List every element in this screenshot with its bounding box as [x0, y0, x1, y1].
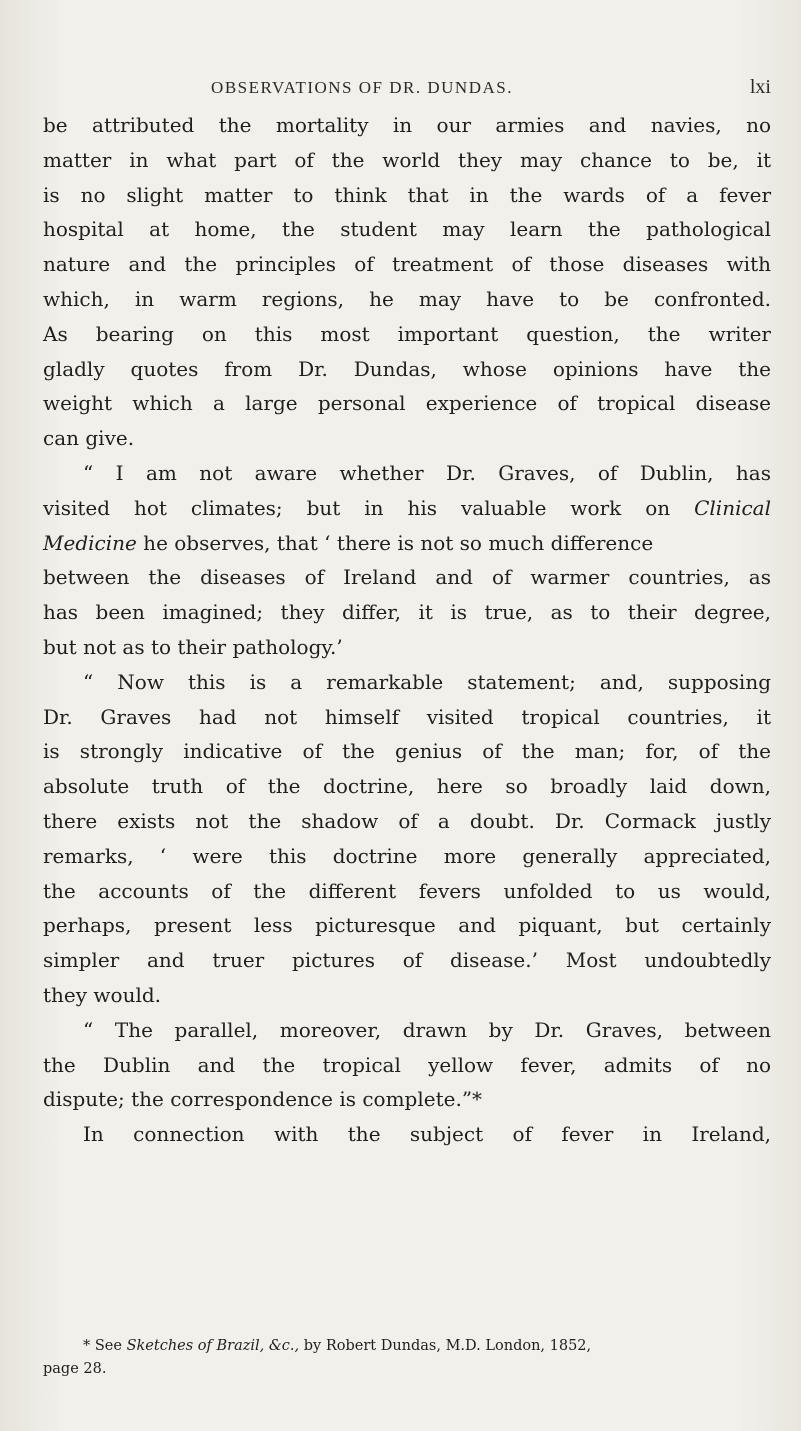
- text-span: he observes, that ‘ there is not so much difference: [136, 530, 654, 555]
- text-line: remarks, ‘ were this doctrine more generally appreciated,: [43, 843, 771, 868]
- footnote-text: by Robert Dundas, M.D. London, 1852,: [299, 1338, 592, 1354]
- running-head: OBSERVATIONS OF DR. DUNDAS.: [211, 78, 513, 97]
- text-line: matter in what part of the world they may chance to be, it: [43, 147, 771, 172]
- text-line: Dr. Graves had not himself visited tropical countries, it: [43, 704, 771, 729]
- text-line: has been imagined; they differ, it is true, as to their degree,: [43, 600, 771, 625]
- text-line: absolute truth of the doctrine, here so broadly laid down,: [43, 774, 771, 799]
- footnote-marker: * See: [83, 1338, 127, 1354]
- text-line: gladly quotes from Dr. Dundas, whose opinions have the: [43, 356, 771, 381]
- text-line: “ Now this is a remarkable statement; and, supposing: [83, 669, 771, 694]
- body-text: [43, 108, 771, 1152]
- text-line: As bearing on this most important question, the writer: [43, 321, 771, 346]
- text-line: between the diseases of Ireland and of warmer countries, as: [43, 565, 771, 590]
- text-line: In connection with the subject of fever in Ireland,: [83, 1122, 771, 1147]
- text-line: “ I am not aware whether Dr. Graves, of Dublin, has: [83, 460, 771, 485]
- page-number: lxi: [749, 76, 771, 98]
- text-line: they would.: [43, 982, 162, 1007]
- text-line: perhaps, present less picturesque and piquant, but certainly: [43, 913, 771, 938]
- footnote-title: Sketches of Brazil, &c.,: [126, 1338, 300, 1354]
- text-line: “ The parallel, moreover, drawn by Dr. Graves, between: [83, 1017, 771, 1042]
- text-line: but not as to their pathology.’: [43, 634, 343, 659]
- text-line: be attributed the mortality in our armies and navies, no: [43, 113, 771, 137]
- footnote-line: [43, 1335, 771, 1358]
- text-line: the Dublin and the tropical yellow fever, admits of no: [43, 1052, 771, 1077]
- text-line: which, in warm regions, he may have to be confronted.: [43, 286, 771, 311]
- text-line: nature and the principles of treatment of those diseases with: [43, 252, 771, 277]
- text-line: there exists not the shadow of a doubt. Dr. Cormack justly: [43, 808, 771, 833]
- text-line: hospital at home, the student may learn the pathological: [43, 217, 771, 242]
- text-line: is no slight matter to think that in the wards of a fever: [43, 182, 771, 207]
- text-span: visited hot climates; but in his valuable work on: [43, 495, 671, 520]
- text-line: can give.: [43, 426, 135, 451]
- text-line: is strongly indicative of the genius of the man; for, of the: [43, 739, 771, 764]
- text-line: [43, 491, 771, 526]
- text-line: dispute; the correspondence is complete.”*: [43, 1087, 483, 1112]
- italic-title: Clinical: [694, 495, 771, 520]
- text-line: weight which a large personal experience of tropical disease: [43, 391, 771, 416]
- text-line: the accounts of the different fevers unfolded to us would,: [43, 878, 771, 903]
- text-line: simpler and truer pictures of disease.’ Most undoubtedly: [43, 948, 771, 973]
- footnote: [43, 1335, 771, 1381]
- text-line: [43, 526, 771, 561]
- italic-title: Medicine: [43, 530, 137, 555]
- footnote-line: page 28.: [43, 1361, 107, 1377]
